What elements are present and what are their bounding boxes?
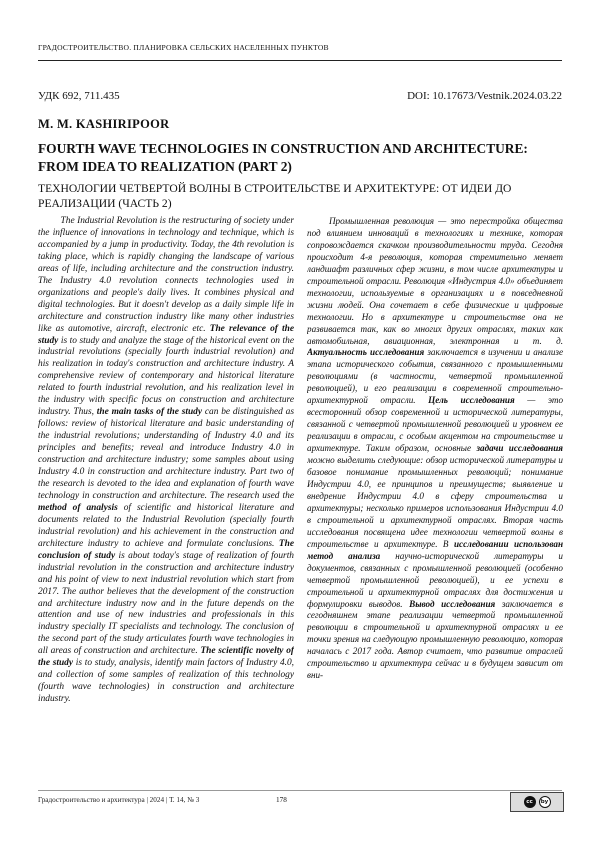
cc-icon: cc <box>524 796 536 808</box>
creative-commons-license-icon[interactable] <box>510 792 564 812</box>
abstract-heading: the main tasks of the study <box>96 407 203 418</box>
abstract-text: можно выделить следующие: обзор исторической литературы и базовое понимание промышленных революций; понимание Индустрии 4.0, ее принципов и преимуществ; выявление и внедрение Индустрии 4.0 в сферу строительства и архитектуры; несколько примеров использования Индустрии 4.0 в строительной и архитектурной отраслях. Вторая часть исследования посвящена идее технологии четвертой волны в строительстве и архитектуре. В <box>307 455 563 549</box>
abstract-heading: The relevance of the study <box>38 323 294 346</box>
abstract-heading: Актуальность исследования <box>307 347 425 358</box>
abstract-text: is to study, analysis, identify main factors of Industry 4.0, and collection of some samples of realization of this technology (fourth wave technologies) in construction and architecture industry. <box>38 658 294 705</box>
abstract-heading: The conclusion of study <box>38 538 294 561</box>
running-header: ГРАДОСТРОИТЕЛЬСТВО. ПЛАНИРОВКА СЕЛЬСКИХ НАСЕЛЕННЫХ ПУНКТОВ <box>38 43 329 52</box>
abstract-russian <box>307 216 563 771</box>
doi-identifier[interactable]: DOI: 10.17673/Vestnik.2024.03.22 <box>407 90 562 102</box>
abstract-heading: method of analysis <box>38 502 118 513</box>
abstract-heading: Вывод исследования <box>409 598 496 609</box>
abstract-text: научно-исторической литературы и документов, связанных с промышленной революцией (особенно четвертой промышленной революцией), и ее успехи в строительной и архитектурной отраслях для достижения и формулировки выводов. <box>307 550 563 609</box>
abstract-heading: задачи исследования <box>476 443 563 454</box>
abstract-text: of scientific and historical literature and documents related to the Industrial Revolution (specially fourth industrial revolution) and his achievement in the construction and architecture industry to achieve and formulate conclusions. <box>38 502 294 549</box>
abstract-text: is about today's stage of realization of fourth industrial revolution in the construction and architecture industry and his point of view to next industrial revolution which start from 2017. The author believes that the development of the construction and architecture industry now and in the future depends on the attention and use of new industries and professionals in this industry specially IT specialists and technology. The conclusion of the second part of the study articulates fourth wave technologies in all areas of construction and architecture. <box>38 550 294 657</box>
abstract-english <box>38 216 294 771</box>
abstract-text: Промышленная революция — это перестройка общества под влиянием инноваций в технологиях и технике, которая сопровождается скачком производительности труда. Сегодня происходит 4-я революция, которая стремительно меняет ландшафт различных сфер жизни, в том числе архитектуры и строительной отрасли. Революция «Индустрия 4.0» объединяет технологии, используемые в организациях и в повседневной жизни людей. Она сочетает в себе физические и цифровые технологии. Но в архитектуре и строительстве она не развивается так, как во многих других отраслях, таких как автомобильная, авиационная, электронная и т. д. <box>307 216 563 346</box>
abstract-text: заключается в сегодняшнем этапе реализации четвертой промышленной революции в строительной и архитектурной отраслях и ее точки зрения на следующую промышленную революцию, которая началась с 2017 года. Автор считает, что развитие отраслей строительство и архитектура сейчас и в будущем зависит от вни- <box>307 598 563 681</box>
page-number: 178 <box>276 796 287 804</box>
author-name: M. M. KASHIRIPOOR <box>38 117 170 131</box>
footer-journal-info: Градостроительство и архитектура | 2024 | Т. 14, № 3 <box>38 796 200 804</box>
article-title-english: FOURTH WAVE TECHNOLOGIES IN CONSTRUCTION AND ARCHITECTURE: FROM IDEA TO REALIZATION (PART 2) <box>38 141 528 174</box>
abstract-russian-paragraph <box>307 216 563 682</box>
abstract-text: is to study and analyze the stage of the historical event on the industrial revolutions (specially fourth industrial revolution) and his realization in today's construction and architecture industry. A comprehensive review of contemporary and historical literature related to fourth industrial revolution, and his realization level in the industry with specific focus on construction and architecture industry. Thus, <box>38 335 294 418</box>
abstract-heading: Цель исследования <box>428 395 515 406</box>
footer-divider <box>38 790 562 791</box>
abstract-text: — это всесторонний обзор современной и исторической литературы, связанной с четвертой промышленной революцией и уровнем ее реализации в отрасли, с особым акцентом на строительстве и архитектуре. Таким образом, основные <box>307 395 563 454</box>
abstract-english-paragraph <box>38 216 294 706</box>
udk-code: УДК 692, 711.435 <box>38 90 120 102</box>
abstract-heading: исследовании использован метод анализа <box>307 538 563 561</box>
abstract-heading: The scientific novelty of the study <box>38 646 294 669</box>
abstract-text: заключается в изучении и анализе этапа исторического события, связанного с промышленными революциями (в частности, четвертой промышленной революцией), и его реализации в современной строительно-архитектурной отрасли. <box>307 347 563 406</box>
header-divider <box>38 60 562 61</box>
attribution-icon: by <box>539 796 551 808</box>
abstract-text: The Industrial Revolution is the restructuring of society under the influence of innovations in technology and technique, which is accompanied by a jump in productivity. Today, the 4th revolution is taking place, which is rapidly changing the landscape of various areas of life, including architecture and the construction industry. The Industry 4.0 revolution connects technologies used in organizations and people's daily lives. It combines physical and digital technologies. But it doesn't develop as a daily simple life in architecture and construction industry like many other industries like as automotive, aircraft, electronic etc. <box>38 216 294 334</box>
article-title-russian: ТЕХНОЛОГИИ ЧЕТВЕРТОЙ ВОЛНЫ В СТРОИТЕЛЬСТВЕ И АРХИТЕКТУРЕ: ОТ ИДЕИ ДО РЕАЛИЗАЦИИ (ЧАСТЬ 2) <box>38 182 512 210</box>
abstract-text: can be distinguished as follows: review of historical literature and basic understanding of the industrial revolutions; understanding of Industry 4.0 and its principles and benefits; reveal and introduce Industry 4.0 in construction and architecture industry; some samples about using Industry 4.0 in construction and architecture industry. Part two of the research is devoted to the idea and explanation of fourth wave technology in construction and architecture. The research used the <box>38 407 294 501</box>
